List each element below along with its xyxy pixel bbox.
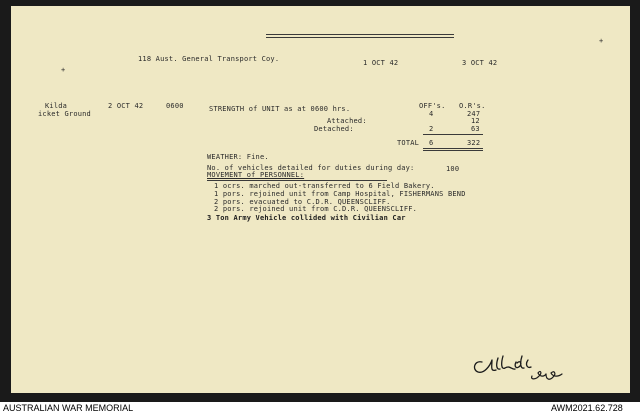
place-line-2: icket Ground — [38, 110, 91, 118]
row-ors: 247 — [467, 110, 481, 118]
unit-name: 118 Aust. General Transport Coy. — [138, 55, 280, 63]
total-underline-2 — [423, 150, 483, 151]
incident-line: 3 Ton Army Vehicle collided with Civilian Car — [207, 214, 406, 222]
entry-time: 0600 — [166, 102, 184, 110]
vehicles-line: No. of vehicles detailed for duties during day: — [207, 164, 415, 172]
total-rule — [423, 134, 483, 135]
place-line-1: Kilda — [45, 102, 68, 110]
row-offrs: 4 — [429, 110, 434, 118]
movement-line: 1 pors. rejoined unit from Camp Hospital, FISHERMANS BEND — [214, 190, 466, 198]
row-ors: 12 — [471, 117, 480, 125]
header-rule-bottom — [266, 37, 454, 38]
date-from: 1 OCT 42 — [363, 59, 399, 67]
strength-title: STRENGTH of UNIT as at 0600 hrs. — [209, 105, 351, 113]
footer-institution: AUSTRALIAN WAR MEMORIAL — [3, 403, 134, 413]
vehicles-count: 100 — [446, 165, 460, 173]
movement-rule — [207, 180, 387, 181]
total-label: TOTAL — [397, 139, 420, 147]
entry-date: 2 OCT 42 — [108, 102, 144, 110]
movement-line: 2 pors. evacuated to C.D.R. QUEENSCLIFF. — [214, 198, 391, 206]
row-label: Detached: — [314, 125, 354, 133]
margin-mark: + — [599, 37, 604, 45]
total-offrs: 6 — [429, 139, 434, 147]
row-offrs: 2 — [429, 125, 434, 133]
header-rule-top — [266, 34, 454, 35]
total-ors: 322 — [467, 139, 481, 147]
row-label: Attached: — [327, 117, 367, 125]
date-to: 3 OCT 42 — [462, 59, 498, 67]
margin-mark-2: + — [61, 66, 66, 74]
footer-accession: AWM2021.62.728 — [551, 403, 623, 413]
weather-line: WEATHER: Fine. — [207, 153, 269, 161]
movement-line: 1 ocrs. marched out-transferred to 6 Field Bakery. — [214, 182, 435, 190]
row-ors: 63 — [471, 125, 480, 133]
movement-line: 2 pors. rejoined unit from C.D.R. QUEENSCLIFF. — [214, 205, 418, 213]
total-underline — [423, 148, 483, 149]
col-ors-header: O.R's. — [459, 102, 486, 110]
col-offrs-header: OFF's. — [419, 102, 446, 110]
signature — [470, 350, 575, 386]
movement-heading: MOVEMENT of PERSONNEL: — [207, 171, 305, 179]
